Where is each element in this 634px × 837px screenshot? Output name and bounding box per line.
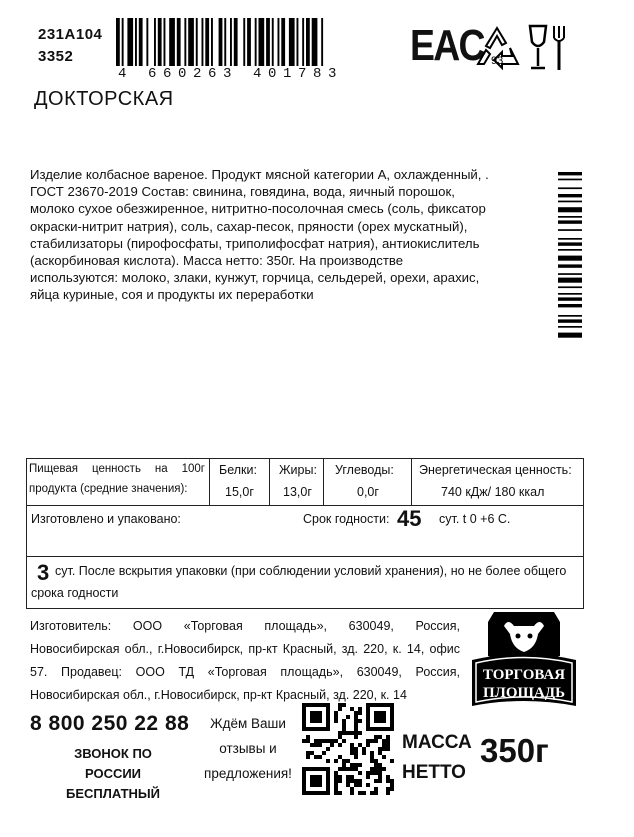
composition-text: Изделие колбасное вареное. Продукт мясной категории А, охлажденный, . ГОСТ 23670-2019 Состав: свинина, говядина, вода, яичный порошок, молоко сухое обезжиренное, нитритно-посолочная смесь (соль, фиксатор окраски-нитрит натрия), соль, сахар-песок, пряности (орех мускатный), стабилизаторы (пирофосфаты, триполифосфат натрия), антиокислитель (аскорбиновая кислота). Масса нетто: 350г. На производстве используются: молоко, злаки, кунжут, горчица, сельдерей, орехи, арахис, яйца куриные, соя и продукты их переработки bbox=[30, 167, 489, 303]
divider bbox=[269, 459, 270, 505]
after-opening-value: 3 bbox=[37, 560, 50, 585]
feedback-line1: Ждём Ваши bbox=[210, 716, 286, 731]
protein-value: 15,0г bbox=[225, 485, 254, 499]
protein-label: Белки: bbox=[219, 463, 257, 477]
shelf-life-value: 45 bbox=[397, 506, 422, 531]
net-weight-label bbox=[402, 728, 472, 788]
divider bbox=[411, 459, 412, 505]
net-weight-label-line2: НЕТТО bbox=[402, 762, 466, 783]
product-code-line2: 3352 bbox=[38, 48, 74, 65]
logo-line1: ТОРГОВАЯ bbox=[482, 667, 566, 683]
recycle-code: 93 bbox=[491, 55, 504, 67]
feedback-text bbox=[198, 711, 298, 786]
hotline-free-line2: БЕСПЛАТНЫЙ bbox=[65, 786, 160, 801]
energy-label: Энергетическая ценность: bbox=[419, 463, 572, 477]
shelf-life-unit: сут. t 0 +6 С. bbox=[439, 512, 511, 526]
manufacturer-line: Новосибирская обл., г.Новосибирск, пр-кт Красный, зд. 220, к. 14 bbox=[30, 688, 407, 702]
recycle-icon bbox=[472, 24, 522, 72]
divider bbox=[209, 459, 210, 505]
net-weight-label-line1: МАССА bbox=[402, 732, 472, 753]
manufacturer-block bbox=[30, 615, 460, 707]
production-box bbox=[26, 504, 584, 557]
fat-value: 13,0г bbox=[283, 485, 312, 499]
hotline-note bbox=[48, 744, 178, 804]
food-safe-icon bbox=[524, 22, 574, 74]
product-name: ДОКТОРСКАЯ bbox=[34, 88, 174, 110]
qr-code bbox=[302, 703, 394, 795]
manufacturer-line: 57. Продавец: ООО ТД «Торговая площадь», 630049, Россия, bbox=[30, 665, 460, 679]
torgovaya-ploshad-logo bbox=[464, 604, 584, 716]
manufacturer-line: Изготовитель: ООО «Торговая площадь», 630049, Россия, bbox=[30, 619, 460, 633]
nutrition-label-line2: продукта (средние значения): bbox=[29, 483, 188, 495]
manufacturer-line: Новосибирская обл., г.Новосибирск, пр-кт Красный, зд. 220, к. 14, офис bbox=[30, 642, 460, 656]
barcode-digits: 4 660263 401783 bbox=[118, 66, 344, 82]
net-weight-value: 350г bbox=[480, 732, 549, 769]
nutrition-table bbox=[26, 458, 584, 506]
product-code-line1: 231A104 bbox=[38, 26, 103, 43]
nutrition-label-line1: Пищевая ценность на 100г bbox=[29, 463, 205, 475]
hotline-phone: 8 800 250 22 88 bbox=[30, 712, 190, 735]
logo-line2: ПЛОЩАДЬ bbox=[482, 685, 566, 701]
carbs-value: 0,0г bbox=[357, 485, 379, 499]
produced-label: Изготовлено и упаковано: bbox=[31, 512, 181, 526]
feedback-line3: предложения! bbox=[204, 766, 292, 781]
shelf-life-label: Срок годности: bbox=[303, 512, 390, 526]
fat-label: Жиры: bbox=[279, 463, 317, 477]
divider bbox=[323, 459, 324, 505]
energy-value: 740 кДж/ 180 ккал bbox=[441, 485, 545, 499]
after-opening-line1: сут. После вскрытия упаковки (при соблюдении условий хранения), но не более общего bbox=[55, 564, 567, 578]
after-opening-box bbox=[26, 556, 584, 609]
carbs-label: Углеводы: bbox=[335, 463, 394, 477]
after-opening-line2: срока годности bbox=[31, 586, 119, 600]
feedback-line2: отзывы и bbox=[219, 741, 277, 756]
hotline-free-line1: ЗВОНОК ПО РОССИИ bbox=[74, 746, 152, 781]
vertical-barcode bbox=[558, 172, 586, 360]
eac-mark-icon: EAC bbox=[410, 21, 484, 70]
ean-barcode bbox=[116, 18, 396, 66]
